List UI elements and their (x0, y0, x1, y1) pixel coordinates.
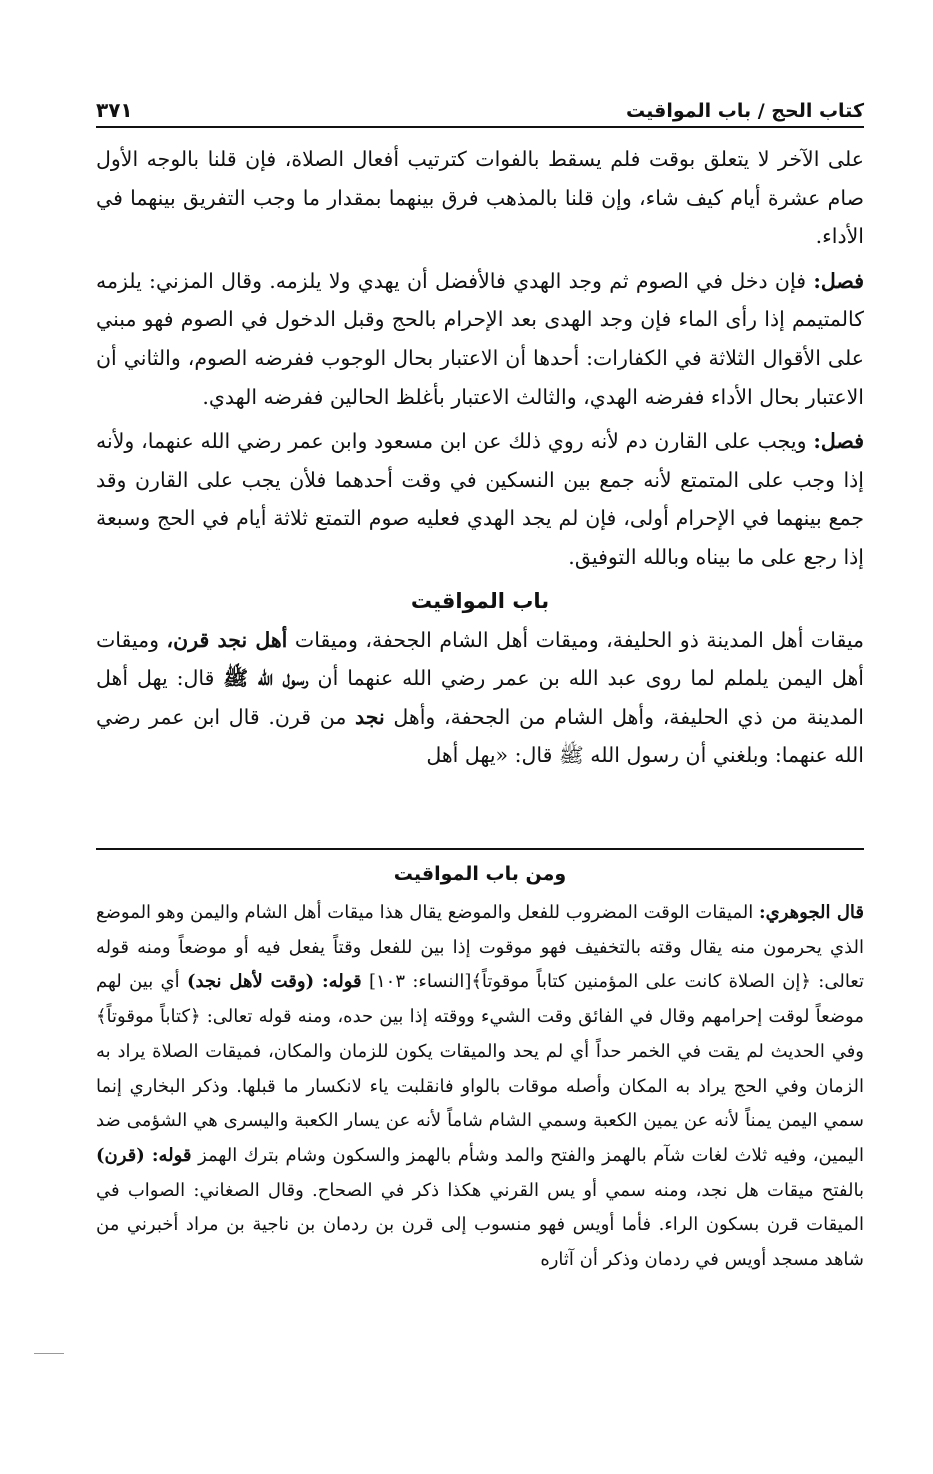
bold-run: قوله: (وقت لأهل نجد) (186, 971, 362, 993)
bold-run: قوله: (قرن) (96, 1144, 192, 1166)
main-text (96, 140, 864, 781)
bold-run: رسول الله ﷺ (223, 666, 309, 691)
bold-run: نجد (355, 704, 385, 729)
text-run: أي بين لهم موضعاً لوقت إحرامهم وقال في الفائق وقت الشيء ووقته إذا بين حده، ومنه قوله تعالى: ﴿كتاباً موقوتاً﴾ وفي الحديث لم يقت في الخمر حداً أي لم يحد والميقات يكون للزمان والمكان، فميقات الصلاة يراد به الزمان وفي الحج يراد به المكان وأصله موقات بالواو فانقلبت ياء لانكسار ما قبلها. وذكر البخاري إنما سمي اليمن يمناً لأنه عن يمين الكعبة وسمي الشام شاماً لأنه عن يسار الكعبة واليسرى هي الشؤمى ضد اليمين، وفيه ثلاث لغات شآم بالهمز والفتح والمد وشأم بالهمز والسكون وشام بترك الهمز (96, 971, 865, 1166)
bold-run: أهل نجد قرن، (166, 627, 288, 652)
paragraph-text: ويجب على القارن دم لأنه روي ذلك عن ابن مسعود وابن عمر رضي الله عنهما، ولأنه إذا وجب على المتمتع لأنه جمع بين النسكين في وقت أحدهما فلأن يجب على القارن وقد جمع بينهما في الإحرام أولى، فإن لم يجد الهدي فعليه صوم التمتع ثلاثة أيام في الحج وسبعة إذا رجع على ما بيناه وبالله التوفيق. (96, 429, 864, 569)
section-title: باب المواقيت (410, 588, 550, 613)
footnote-divider (96, 848, 864, 850)
text-run: ميقات أهل المدينة ذو الحليفة، وميقات أهل الشام الجحفة، وميقات (287, 627, 865, 652)
text-run: من قرن. قال ابن عمر رضي الله عنهما: وبلغني أن رسول الله ﷺ قال: «يهل أهل (96, 704, 864, 768)
footnote-paragraph (96, 896, 864, 1278)
footnotes (96, 858, 864, 1284)
text-run: قال: يهل أهل المدينة من ذي الحليفة، وأهل الشام من الجحفة، وأهل (96, 666, 865, 729)
text-run: بالفتح ميقات هل نجد، ومنه سمي أو يس القرني هكذا ذكر في الصحاح. وقال الصغاني: الصواب في الميقات قرن بسكون الراء. فأما أويس فهو منسوب إلى قرن بن ردمان بن ناجية بن مراد أخبرني من شاهد مسجد أويس في ردمان وذكر أن آثاره (96, 1179, 864, 1271)
fasl-label: فصل: (813, 268, 864, 293)
paragraph-fasl-2 (96, 422, 864, 576)
paragraph-fasl-1 (96, 262, 864, 416)
paragraph-continuation: على الآخر لا يتعلق بوقت فلم يسقط بالفوات كترتيب أفعال الصلاة، فإن قلنا بالوجه الأول صام عشرة أيام كيف شاء، وإن قلنا بالمذهب فرق بينهما بمقدار ما وجب التفريق بينهما في الأداء. (96, 147, 864, 249)
fasl-label: فصل: (813, 429, 864, 454)
text-run: وميقات أهل اليمن يلملم لما روى عبد الله بن عمر رضي الله عنهما أن (96, 627, 864, 691)
page-number: ٣٧١ (96, 98, 133, 122)
bold-run: قال الجوهري: (758, 902, 864, 923)
paragraph-mawaqit (96, 621, 864, 775)
chapter-title: كتاب الحج / باب المواقيت (626, 100, 864, 122)
text-run: الميقات الوقت المضروب للفعل والموضع يقال هذا ميقات أهل الشام واليمن وهو الموضع الذي يحرمون منه يقال وقته بالتخفيف فهو موقوت إذا بين للفعل وقتاً يفعل فيه أو موضعاً ومنه قوله تعالى: ﴿إن الصلاة كانت على المؤمنين كتاباً موقوتاً﴾[النساء: ١٠٣] (96, 902, 864, 993)
paragraph-text: فإن دخل في الصوم ثم وجد الهدي فالأفضل أن يهدي ولا يلزمه. وقال المزني: يلزمه كالمتيمم إذا رأى الماء فإن وجد الهدى بعد الإحرام بالحج وقبل الدخول في الصوم فهو مبني على الأقوال الثلاثة في الكفارات: أحدها أن الاعتبار بحال الوجوب ففرضه الصوم، والثاني أن الاعتبار بحال الأداء ففرضه الهدي، والثالث الاعتبار بأغلظ الحالين ففرضه الهدي. (96, 268, 864, 409)
scan-mark (34, 1353, 64, 1354)
footnotes-title: ومن باب المواقيت (393, 863, 567, 885)
running-header (96, 86, 864, 128)
